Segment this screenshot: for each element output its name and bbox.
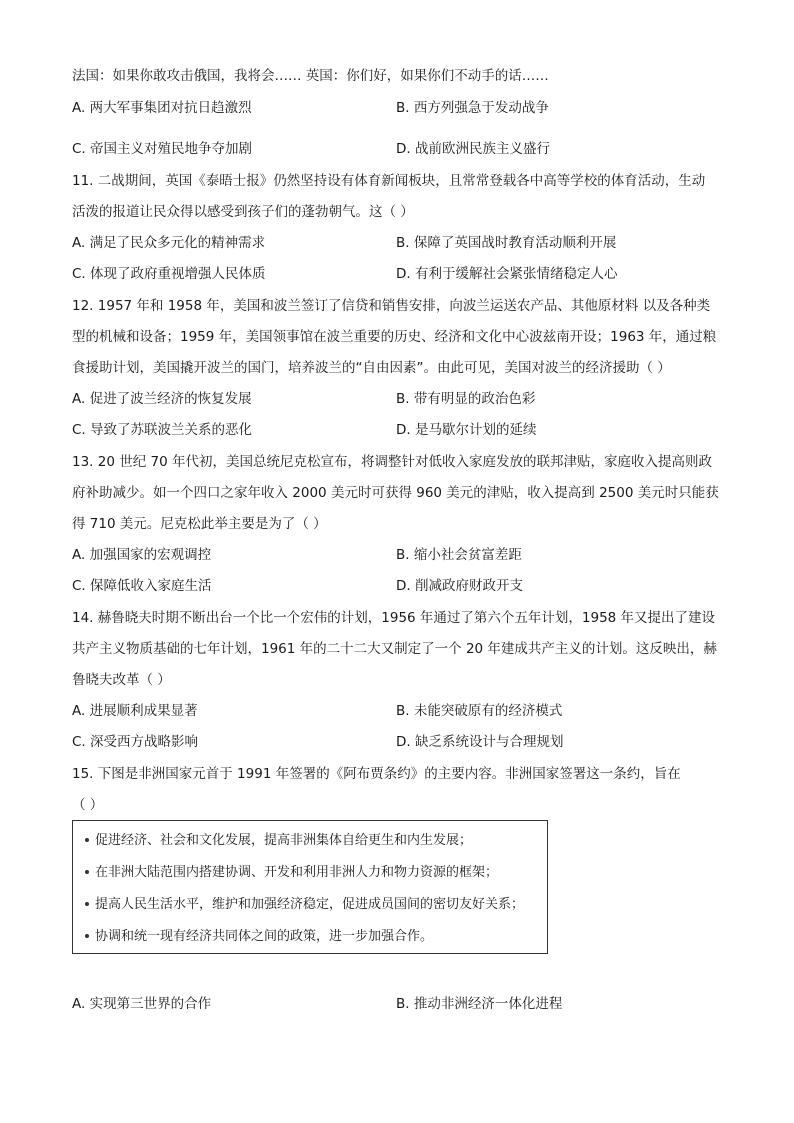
bullet-icon [85, 902, 89, 906]
q12-stem-line: 食援助计划，美国撬开波兰的国门，培养波兰的“自由因素”。由此可见，美国对波兰的经济援助（ ） [72, 360, 671, 376]
q15-option-a: A. 实现第三世界的合作 [72, 996, 212, 1012]
q14-stem-line: 共产主义物质基础的七年计划，1961 年的二十二大又制定了一个 20 年建成共产主义的计划。这反映出，赫 [72, 641, 717, 657]
box-bullet-item: 在非洲大陆范围内搭建协调、开发和利用非洲人力和物力资源的框架； [85, 863, 498, 883]
q12-option-c: C. 导致了苏联波兰关系的恶化 [72, 422, 253, 438]
q14-option-a: A. 进展顺利成果显著 [72, 703, 198, 719]
q13-option-c: C. 保障低收入家庭生活 [72, 578, 212, 594]
q14-option-b: B. 未能突破原有的经济模式 [396, 703, 563, 719]
q12-option-a: A. 促进了波兰经济的恢复发展 [72, 391, 252, 407]
q12-stem-line: 12. 1957 年和 1958 年，美国和波兰签订了信贷和销售安排，向波兰运送农产品、其他原材料 以及各种类 [72, 298, 711, 314]
q11-option-b: B. 保障了英国战时教育活动顺利开展 [396, 235, 617, 251]
q12-option-b: B. 带有明显的政治色彩 [396, 391, 536, 407]
q11-stem-line: 11. 二战期间，英国《泰晤士报》仍然坚持设有体育新闻板块，且常常登载各中高等学校的体育活动，生动 [72, 173, 706, 189]
q14-option-c: C. 深受西方战略影响 [72, 734, 199, 750]
treaty-content-box [72, 820, 548, 954]
q10-option-c: C. 帝国主义对殖民地争夺加剧 [72, 141, 253, 157]
q10-option-a: A. 两大军事集团对抗日趋激烈 [72, 100, 252, 116]
q15-stem-line: 15. 下图是非洲国家元首于 1991 年签署的《阿布贾条约》的主要内容。非洲国家签署这一条约，旨在 [72, 766, 681, 782]
q15-option-b: B. 推动非洲经济一体化进程 [396, 996, 563, 1012]
q14-stem-line: 鲁晓夫改革（ ） [72, 672, 171, 688]
box-bullet-item: 提高人民生活水平，维护和加强经济稳定，促进成员国间的密切友好关系； [85, 895, 524, 915]
bullet-icon [85, 870, 89, 874]
q10-option-b: B. 西方列强急于发动战争 [396, 100, 549, 116]
q12-option-d: D. 是马歇尔计划的延续 [396, 422, 537, 438]
q11-stem-line: 活泼的报道让民众得以感受到孩子们的蓬勃朝气。这（ ） [72, 204, 414, 220]
q11-option-a: A. 满足了民众多元化的精神需求 [72, 235, 266, 251]
q15-stem-line: （ ） [72, 797, 104, 813]
q11-option-c: C. 体现了政府重视增强人民体质 [72, 266, 266, 282]
q12-stem-line: 型的机械和设备；1959 年，美国领事馆在波兰重要的历史、经济和文化中心波兹南开设；1963 年，通过粮 [72, 329, 717, 345]
bullet-icon [85, 838, 89, 842]
q13-stem-line: 得 710 美元。尼克松此举主要是为了（ ） [72, 516, 327, 532]
box-bullet-item: 促进经济、社会和文化发展，提高非洲集体自给更生和内生发展； [85, 831, 472, 851]
q13-option-d: D. 削减政府财政开支 [396, 578, 523, 594]
q13-option-a: A. 加强国家的宏观调控 [72, 547, 212, 563]
q14-stem-line: 14. 赫鲁晓夫时期不断出台一个比一个宏伟的计划，1956 年通过了第六个五年计划，1958 年又提出了建设 [72, 610, 716, 626]
q10-option-d: D. 战前欧洲民族主义盛行 [396, 141, 550, 157]
q11-option-d: D. 有利于缓解社会紧张情绪稳定人心 [396, 266, 618, 282]
q14-option-d: D. 缺乏系统设计与合理规划 [396, 734, 564, 750]
q13-option-b: B. 缩小社会贫富差距 [396, 547, 522, 563]
bullet-icon [85, 934, 89, 938]
q10-stem-tail: 法国：如果你敢攻击俄国，我将会…… 英国：你们好，如果你们不动手的话…… [72, 68, 549, 84]
q13-stem-line: 府补助减少。如一个四口之家年收入 2000 美元时可获得 960 美元的津贴，收入提高到 2500 美元时只能获 [72, 485, 719, 501]
box-bullet-item: 协调和统一现有经济共同体之间的政策，进一步加强合作。 [85, 927, 433, 947]
q13-stem-line: 13. 20 世纪 70 年代初，美国总统尼克松宣布，将调整针对低收入家庭发放的联邦津贴，家庭收入提高则政 [72, 454, 712, 470]
